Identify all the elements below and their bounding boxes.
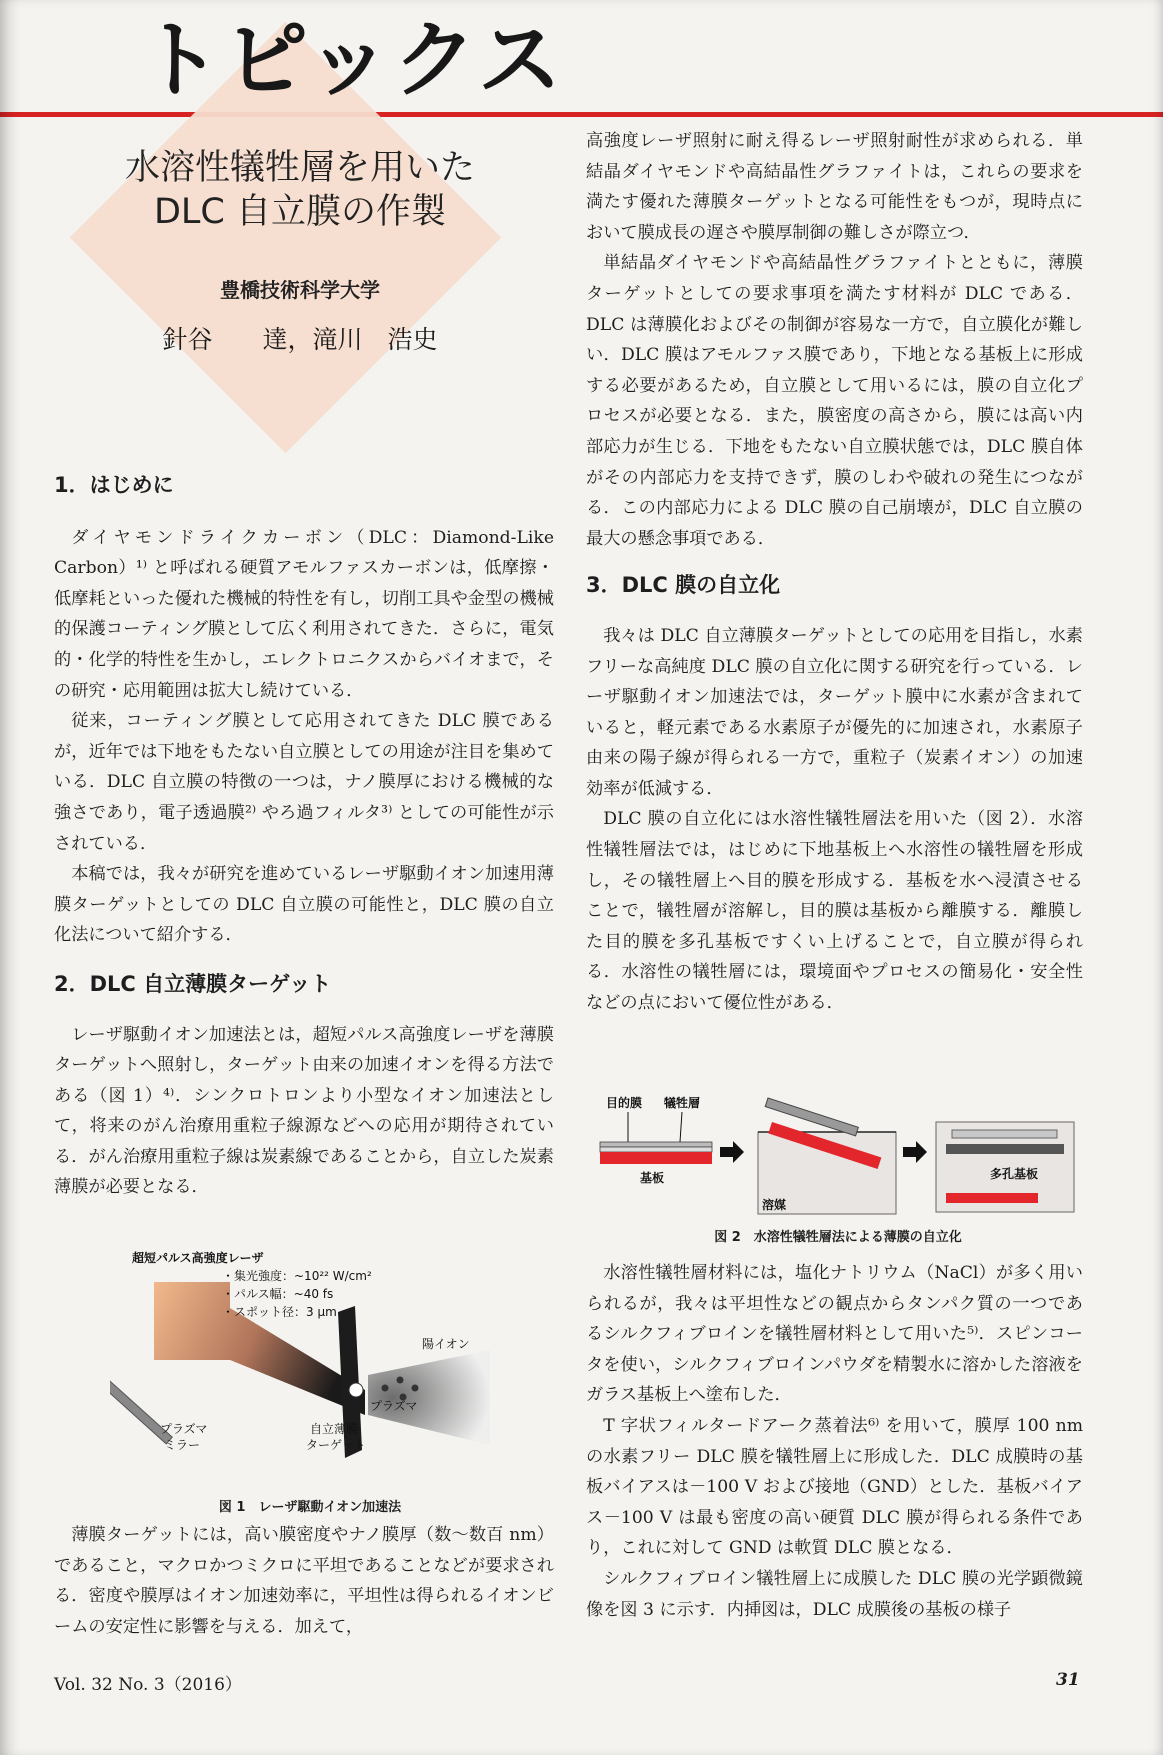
- target-film-layer: [600, 1142, 712, 1147]
- paragraph: 我々は DLC 自立薄膜ターゲットとしての応用を目指し，水素フリーな高純度 DLC 膜の自立化に関する研究を行っている．レーザ駆動イオン加速法では，ターゲット膜中に水素が含まれていると，軽元素である水素原子が優先的に加速され，水素原子由来の陽子線が得られる一方で，重粒子（炭素イオン）の加速効率が低減する．: [586, 625, 1083, 799]
- figure-1: [110, 1250, 510, 1515]
- figure-1-diagram: [110, 1250, 510, 1500]
- laser-title-label: 超短パルス高強度レーザ: [132, 1251, 264, 1265]
- laser-spec-spot: ・スポット径：3 μm: [222, 1305, 337, 1319]
- lifted-film: [952, 1130, 1057, 1138]
- affiliation: 豊橋技術科学大学: [220, 278, 380, 302]
- sacrificial-layer-pointer: [680, 1112, 682, 1142]
- article-title-line2: DLC 自立膜の作製: [153, 192, 446, 232]
- footer-page-number: 31: [1056, 1670, 1080, 1690]
- authors: 針谷 達，滝川 浩史: [162, 325, 438, 354]
- paragraph: DLC 膜の自立化には水溶性犠牲層法を用いた（図 2）．水溶性犠牲層法では，はじめに下地基板上へ水溶性の犠牲層を形成し，その犠牲層上へ目的膜を形成する．基板を水へ浸漬させることで，犠牲層が溶解し，目的膜は基板から離膜する．離膜した目的膜を多孔基板ですくい上げることで，自立膜が得られる．水溶性の犠牲層には，環境面やプロセスの簡易化・安全性などの点において優位性がある．: [586, 809, 1083, 1014]
- laser-beam: [154, 1282, 365, 1415]
- right-column-bottom: [586, 1258, 1083, 1625]
- section-label: トピックス: [138, 11, 564, 109]
- paragraph: 高強度レーザ照射に耐え得るレーザ照射耐性が求められる．単結晶ダイヤモンドや高結晶性グラファイトは，これらの要求を満たす優れた薄膜ターゲットとなる可能性をもつが，現時点において膜成長の遅さや膜厚制御の難しさが際立つ．: [586, 131, 1083, 243]
- section-3-heading: 3．DLC 膜の自立化: [586, 573, 781, 598]
- article-title-line1: 水溶性犠牲層を用いた: [124, 148, 475, 188]
- left-column-bottom: [54, 1520, 554, 1642]
- original-substrate: [946, 1193, 1038, 1203]
- plasma-spot: [349, 1383, 363, 1397]
- left-column-top: [54, 470, 554, 1203]
- figure-2-diagram: [598, 1090, 1078, 1220]
- paragraph: レーザ駆動イオン加速法とは，超短パルス高強度レーザを薄膜ターゲットへ照射し，ターゲット由来の加速イオンを得る方法である（図 1）⁴⁾．シンクロトロンより小型なイオン加速法として，将来のがん治療用重粒子線源などへの応用が期待されている．がん治療用重粒子線は炭素線であることから，自立した炭素薄膜が必要となる．: [54, 1024, 554, 1198]
- mirror-label-line1: プラズマ: [160, 1422, 208, 1436]
- laser-spec-intensity: ・集光強度：~10²² W/cm²: [222, 1269, 372, 1283]
- header-red-rule: [0, 112, 1163, 117]
- target-film-label: 目的膜: [606, 1096, 643, 1110]
- substrate-block: [600, 1152, 712, 1164]
- plasma-label: プラズマ: [370, 1399, 418, 1413]
- laser-spec-pulse: ・パルス幅：~40 fs: [222, 1287, 334, 1301]
- ion-particle: [397, 1377, 404, 1384]
- section-2-heading: 2．DLC 自立薄膜ターゲット: [54, 971, 332, 996]
- paragraph: 本稿では，我々が研究を進めているレーザ駆動イオン加速用薄膜ターゲットとしての DLC 自立膜の可能性と，DLC 膜の自立化法について紹介する．: [54, 864, 554, 946]
- paragraph: ダイヤモンドライクカーボン（DLC：Diamond-Like Carbon）¹⁾ と呼ばれる硬質アモルファスカーボンは，低摩擦・低摩耗といった優れた機械的特性を有し，切削工具や金型の機械的保護コーティング膜として広く利用されてきた．さらに，電気的・化学的特性を生かし，エレクトロニクスからバイオまで，その研究・応用範囲は拡大し続けている．: [54, 527, 554, 701]
- paragraph: 単結晶ダイヤモンドや高結晶性グラファイトとともに，薄膜ターゲットとしての要求事項を満たす材料が DLC である．DLC は薄膜化およびその制御が容易な一方で，自立膜化が難しい．DLC 膜はアモルファス膜であり，下地となる基板上に形成する必要があるため，自立膜として用いるには，膜の自立化プロセスが必要となる．また，膜密度の高さから，膜には高い内部応力が生じる．下地をもたない自立膜状態では，DLC 膜自体がその内部応力を支持できず，膜のしわや破れの発生につながる．この内部応力による DLC 膜の自己崩壊が，DLC 自立膜の最大の懸念事項である．: [586, 253, 1083, 549]
- step-arrow-2: [903, 1141, 927, 1163]
- step-arrow-1: [720, 1141, 744, 1163]
- article-title: [100, 146, 500, 234]
- substrate-label: 基板: [640, 1171, 665, 1185]
- target-label-line1: 自立薄膜: [310, 1422, 359, 1436]
- figure-2: [598, 1090, 1078, 1245]
- right-column-top: [586, 126, 1083, 1019]
- porous-substrate: [946, 1144, 1064, 1154]
- sacrificial-layer: [600, 1147, 712, 1152]
- figure-1-caption: 図 1 レーザ駆動イオン加速法: [218, 1500, 402, 1515]
- paragraph: 薄膜ターゲットには，高い膜密度やナノ膜厚（数～数百 nm）であること，マクロかつミクロに平坦であることなどが要求される．密度や膜厚はイオン加速効率に，平坦性は得られるイオンビームの安定性に影響を与える．加えて，: [54, 1525, 554, 1637]
- ions-label: 陽イオン: [422, 1337, 470, 1351]
- figure-2-caption: 図 2 水溶性犠牲層法による薄膜の自立化: [714, 1230, 962, 1245]
- porous-substrate-label: 多孔基板: [990, 1167, 1039, 1181]
- paragraph: T 字状フィルタードアーク蒸着法⁶⁾ を用いて，膜厚 100 nm の水素フリー DLC 膜を犠牲層上に形成した．DLC 成膜時の基板バイアスは－100 V および接地（GND）とした．基板バイアス－100 V は最も密度の高い硬質 DLC 膜が得られる条件であり，これに対して GND は軟質 DLC 膜となる．: [586, 1415, 1083, 1559]
- paragraph: 従来，コーティング膜として応用されてきた DLC 膜であるが，近年では下地をもたない自立膜としての用途が注目を集めている．DLC 自立膜の特徴の一つは，ナノ膜厚における機械的な強さであり，電子透過膜²⁾ やろ過フィルタ³⁾ としての可能性が示されている．: [54, 711, 554, 854]
- ion-plume: [368, 1350, 490, 1445]
- mirror-label-line2: ミラー: [164, 1438, 201, 1452]
- paragraph: シルクフィブロイン犠牲層上に成膜した DLC 膜の光学顕微鏡像を図 3 に示す．内挿図は，DLC 成膜後の基板の様子: [586, 1568, 1083, 1620]
- paragraph: 水溶性犠牲層材料には，塩化ナトリウム（NaCl）が多く用いられるが，我々は平坦性などの観点からタンパク質の一つであるシルクフィブロインを犠牲層材料として用いた⁵⁾．スピンコータを使い，シルクフィブロインパウダを精製水に溶かした溶液をガラス基板上へ塗布した．: [586, 1263, 1083, 1406]
- target-label-line2: ターゲット: [306, 1438, 366, 1452]
- ion-particle: [412, 1385, 419, 1392]
- solvent-label: 溶媒: [762, 1198, 787, 1212]
- footer-volume: Vol. 32 No. 3（2016）: [54, 1675, 242, 1695]
- sacrificial-layer-label: 犠牲層: [664, 1096, 701, 1110]
- section-1-heading: 1．はじめに: [54, 473, 174, 497]
- ion-particle: [382, 1385, 389, 1392]
